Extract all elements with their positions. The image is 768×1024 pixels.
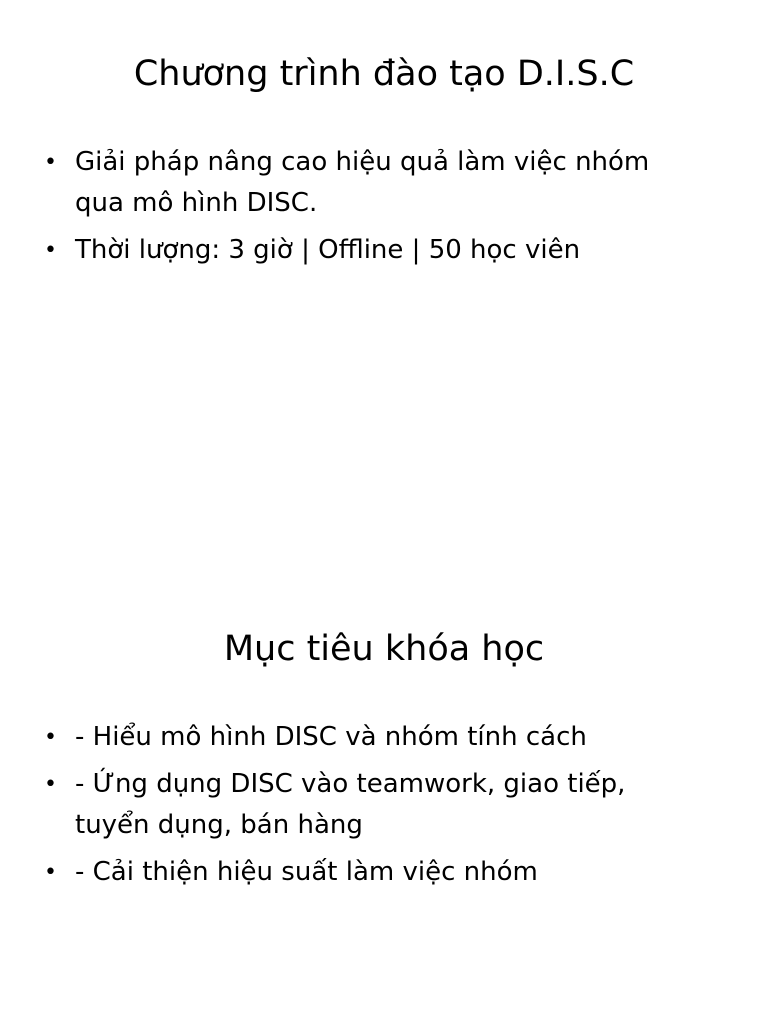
bullet-icon: • xyxy=(44,150,57,175)
slide-title: Mục tiêu khóa học xyxy=(223,629,545,669)
bullet-text: - Cải thiện hiệu suất làm việc nhóm xyxy=(75,857,538,887)
bullet-list xyxy=(44,142,704,277)
bullet-icon: • xyxy=(44,238,57,263)
bullet-item xyxy=(44,717,704,758)
bullet-item xyxy=(44,230,704,271)
bullet-text: Giải pháp nâng cao hiệu quả làm việc nhóm qua mô hình DISC. xyxy=(75,147,650,218)
bullet-item xyxy=(44,852,704,893)
bullet-icon: • xyxy=(44,860,57,885)
bullet-text: - Hiểu mô hình DISC và nhóm tính cách xyxy=(75,722,587,752)
slide-2 xyxy=(0,576,768,1024)
bullet-list xyxy=(44,717,704,899)
slide-title: Chương trình đào tạo D.I.S.C xyxy=(133,54,635,94)
bullet-icon: • xyxy=(44,772,57,797)
bullet-item xyxy=(44,764,704,846)
bullet-text: Thời lượng: 3 giờ | Offline | 50 học viên xyxy=(75,235,581,265)
bullet-text: - Ứng dụng DISC vào teamwork, giao tiếp, tuyển dụng, bán hàng xyxy=(75,769,626,840)
bullet-icon: • xyxy=(44,725,57,750)
bullet-item xyxy=(44,142,704,224)
